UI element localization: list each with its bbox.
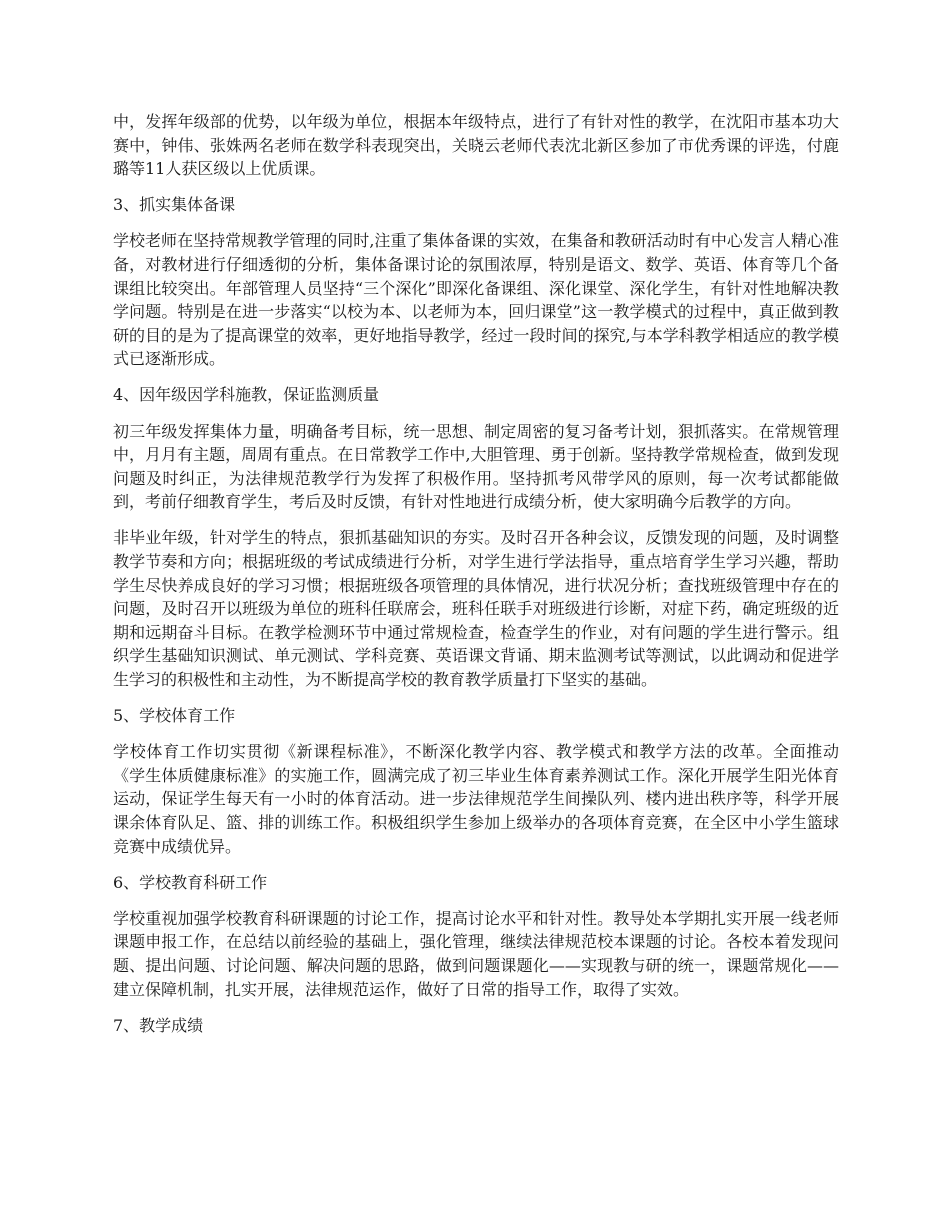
paragraph-physical-education: 学校体育工作切实贯彻《新课程标准》，不断深化教学内容、教学模式和教学方法的改革。全面推动《学生体质健康标准》的实施工作，圆满完成了初三毕业生体育素养测试工作。深化开展学生阳光体育运动，保证学生每天有一小时的体育活动。进一步法律规范学生间操队列、楼内进出秩序等，科学开展课余体育队足、篮、排的训练工作。积极组织学生参加上级举办的各项体育竞赛，在全区中小学生篮球竞赛中成绩优异。 (113, 742, 839, 856)
heading-teaching-results: 7、教学成绩 (113, 1015, 204, 1035)
heading-collective-lesson-prep: 3、抓实集体备课 (113, 195, 236, 215)
heading-physical-education: 5、学校体育工作 (113, 706, 236, 726)
heading-teaching-by-grade: 4、因年级因学科施教，保证监测质量 (113, 385, 380, 405)
heading-research-work: 6、学校教育科研工作 (113, 872, 268, 892)
document-page (113, 110, 839, 1050)
paragraph-collective-lesson-prep: 学校老师在坚持常规教学管理的同时,注重了集体备课的实效，在集备和教研活动时有中心发言人精心准备，对教材进行仔细透彻的分析，集体备课讨论的氛围浓厚，特别是语文、数学、英语、体育等几个备课组比较突出。年部管理人员坚持“三个深化”即深化备课组、深化课堂、深化学生，有针对性地解决教学问题。特别是在进一步落实“以校为本、以老师为本，回归课堂”这一教学模式的过程中，真正做到教研的目的是为了提高课堂的效率，更好地指导教学，经过一段时间的探究,与本学科教学相适应的教学模式已逐渐形成。 (113, 231, 839, 369)
paragraph-intro: 中，发挥年级部的优势，以年级为单位，根据本年级特点，进行了有针对性的教学，在沈阳市基本功大赛中，钟伟、张姝两名老师在数学科表现突出，关晓云老师代表沈北新区参加了市优秀课的评选，付鹿璐等11人获区级以上优质课。 (113, 112, 839, 179)
paragraph-research-work: 学校重视加强学校教育科研课题的讨论工作，提高讨论水平和针对性。教导处本学期扎实开展一线老师课题申报工作，在总结以前经验的基础上，强化管理，继续法律规范校本课题的讨论。各校本着发现问题、提出问题、讨论问题、解决问题的思路，做到问题课题化——实现教与研的统一，课题常规化——建立保障机制，扎实开展，法律规范运作，做好了日常的指导工作，取得了实效。 (113, 908, 839, 999)
paragraph-non-graduating: 非毕业年级，针对学生的特点，狠抓基础知识的夯实。及时召开各种会议，反馈发现的问题，及时调整教学节奏和方向；根据班级的考试成绩进行分析，对学生进行学法指导，重点培育学生学习兴趣，帮助学生尽快养成良好的学习习惯；根据班级各项管理的具体情况，进行状况分析；查找班级管理中存在的问题，及时召开以班级为单位的班科任联席会，班科任联手对班级进行诊断，对症下药，确定班级的近期和远期奋斗目标。在教学检测环节中通过常规检查，检查学生的作业，对有问题的学生进行警示。组织学生基础知识测试、单元测试、学科竞赛、英语课文背诵、期末监测考试等测试，以此调动和促进学生学习的积极性和主动性，为不断提高学校的教育教学质量打下坚实的基础。 (113, 528, 839, 689)
paragraph-grade-three: 初三年级发挥集体力量，明确备考目标，统一思想、制定周密的复习备考计划，狠抓落实。在常规管理中，月月有主题，周周有重点。在日常教学工作中,大胆管理、勇于创新。坚持教学常规检查，做到发现问题及时纠正，为法律规范教学行为发挥了积极作用。坚持抓考风带学风的原则，每一次考试都能做到，考前仔细教育学生，考后及时反馈，有针对性地进行成绩分析，使大家明确今后教学的方向。 (113, 421, 839, 512)
